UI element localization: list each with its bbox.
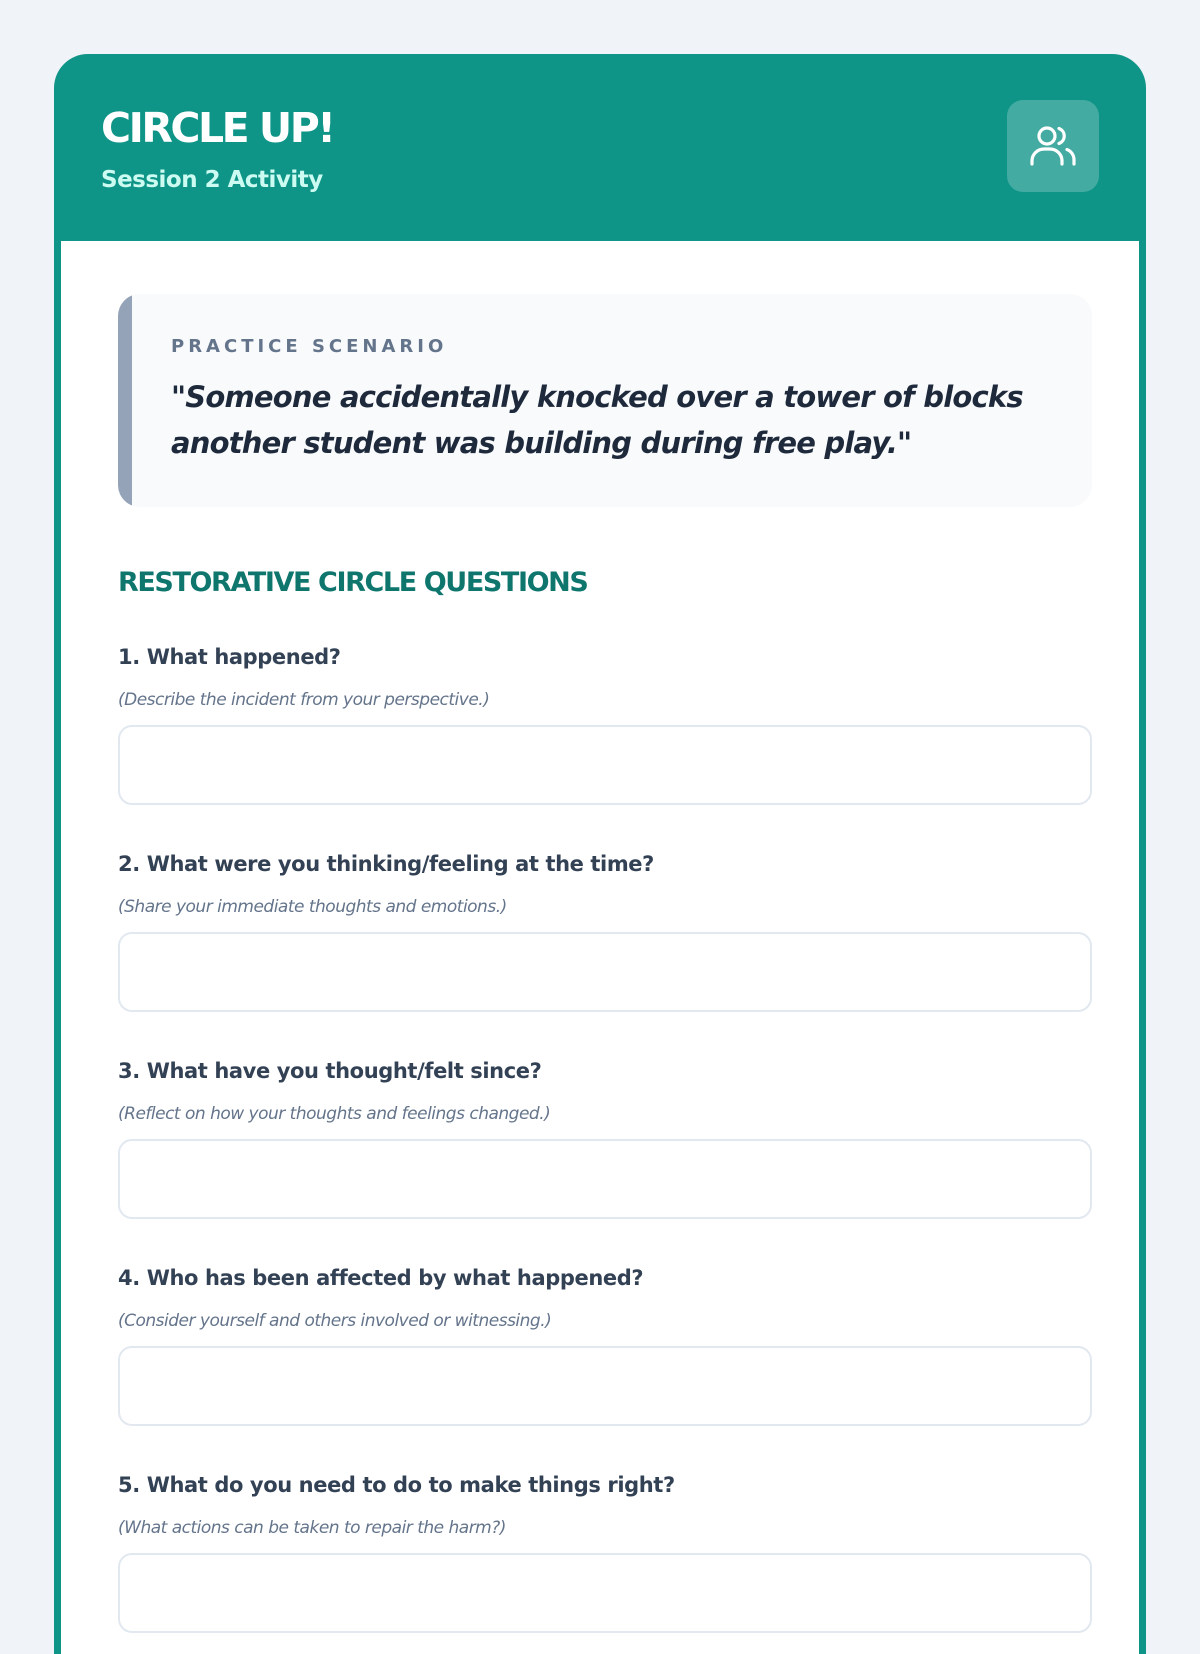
question-hint: (Consider yourself and others involved or witnessing.) bbox=[118, 1311, 552, 1331]
answer-input-4[interactable] bbox=[118, 1346, 1092, 1426]
question-hint: (What actions can be taken to repair the harm?) bbox=[118, 1518, 506, 1538]
question-label: 2. What were you thinking/feeling at the time? bbox=[118, 852, 654, 876]
page-title: CIRCLE UP! bbox=[101, 104, 334, 152]
question-hint: (Share your immediate thoughts and emotions.) bbox=[118, 897, 507, 917]
answer-input-1[interactable] bbox=[118, 725, 1092, 805]
scenario-text: "Someone accidentally knocked over a tower of blocks another student was building during free play." bbox=[171, 380, 1023, 460]
question-hint: (Describe the incident from your perspective.) bbox=[118, 690, 490, 710]
users-icon bbox=[1027, 120, 1079, 172]
answer-input-3[interactable] bbox=[118, 1139, 1092, 1219]
question-hint: (Reflect on how your thoughts and feelings changed.) bbox=[118, 1104, 551, 1124]
group-button[interactable] bbox=[1007, 100, 1099, 192]
activity-card bbox=[54, 54, 1146, 1654]
session-subtitle: Session 2 Activity bbox=[101, 167, 323, 193]
question-label: 3. What have you thought/felt since? bbox=[118, 1059, 542, 1083]
question-label: 4. Who has been affected by what happened? bbox=[118, 1266, 644, 1290]
scenario-accent-bar bbox=[118, 294, 132, 507]
question-label: 5. What do you need to do to make things right? bbox=[118, 1473, 675, 1497]
practice-scenario bbox=[118, 294, 1092, 507]
question-label: 1. What happened? bbox=[118, 645, 341, 669]
scenario-label: PRACTICE SCENARIO bbox=[171, 336, 448, 357]
answer-input-2[interactable] bbox=[118, 932, 1092, 1012]
answer-input-5[interactable] bbox=[118, 1553, 1092, 1633]
activity-body bbox=[61, 241, 1139, 1654]
section-heading: RESTORATIVE CIRCLE QUESTIONS bbox=[118, 567, 588, 598]
